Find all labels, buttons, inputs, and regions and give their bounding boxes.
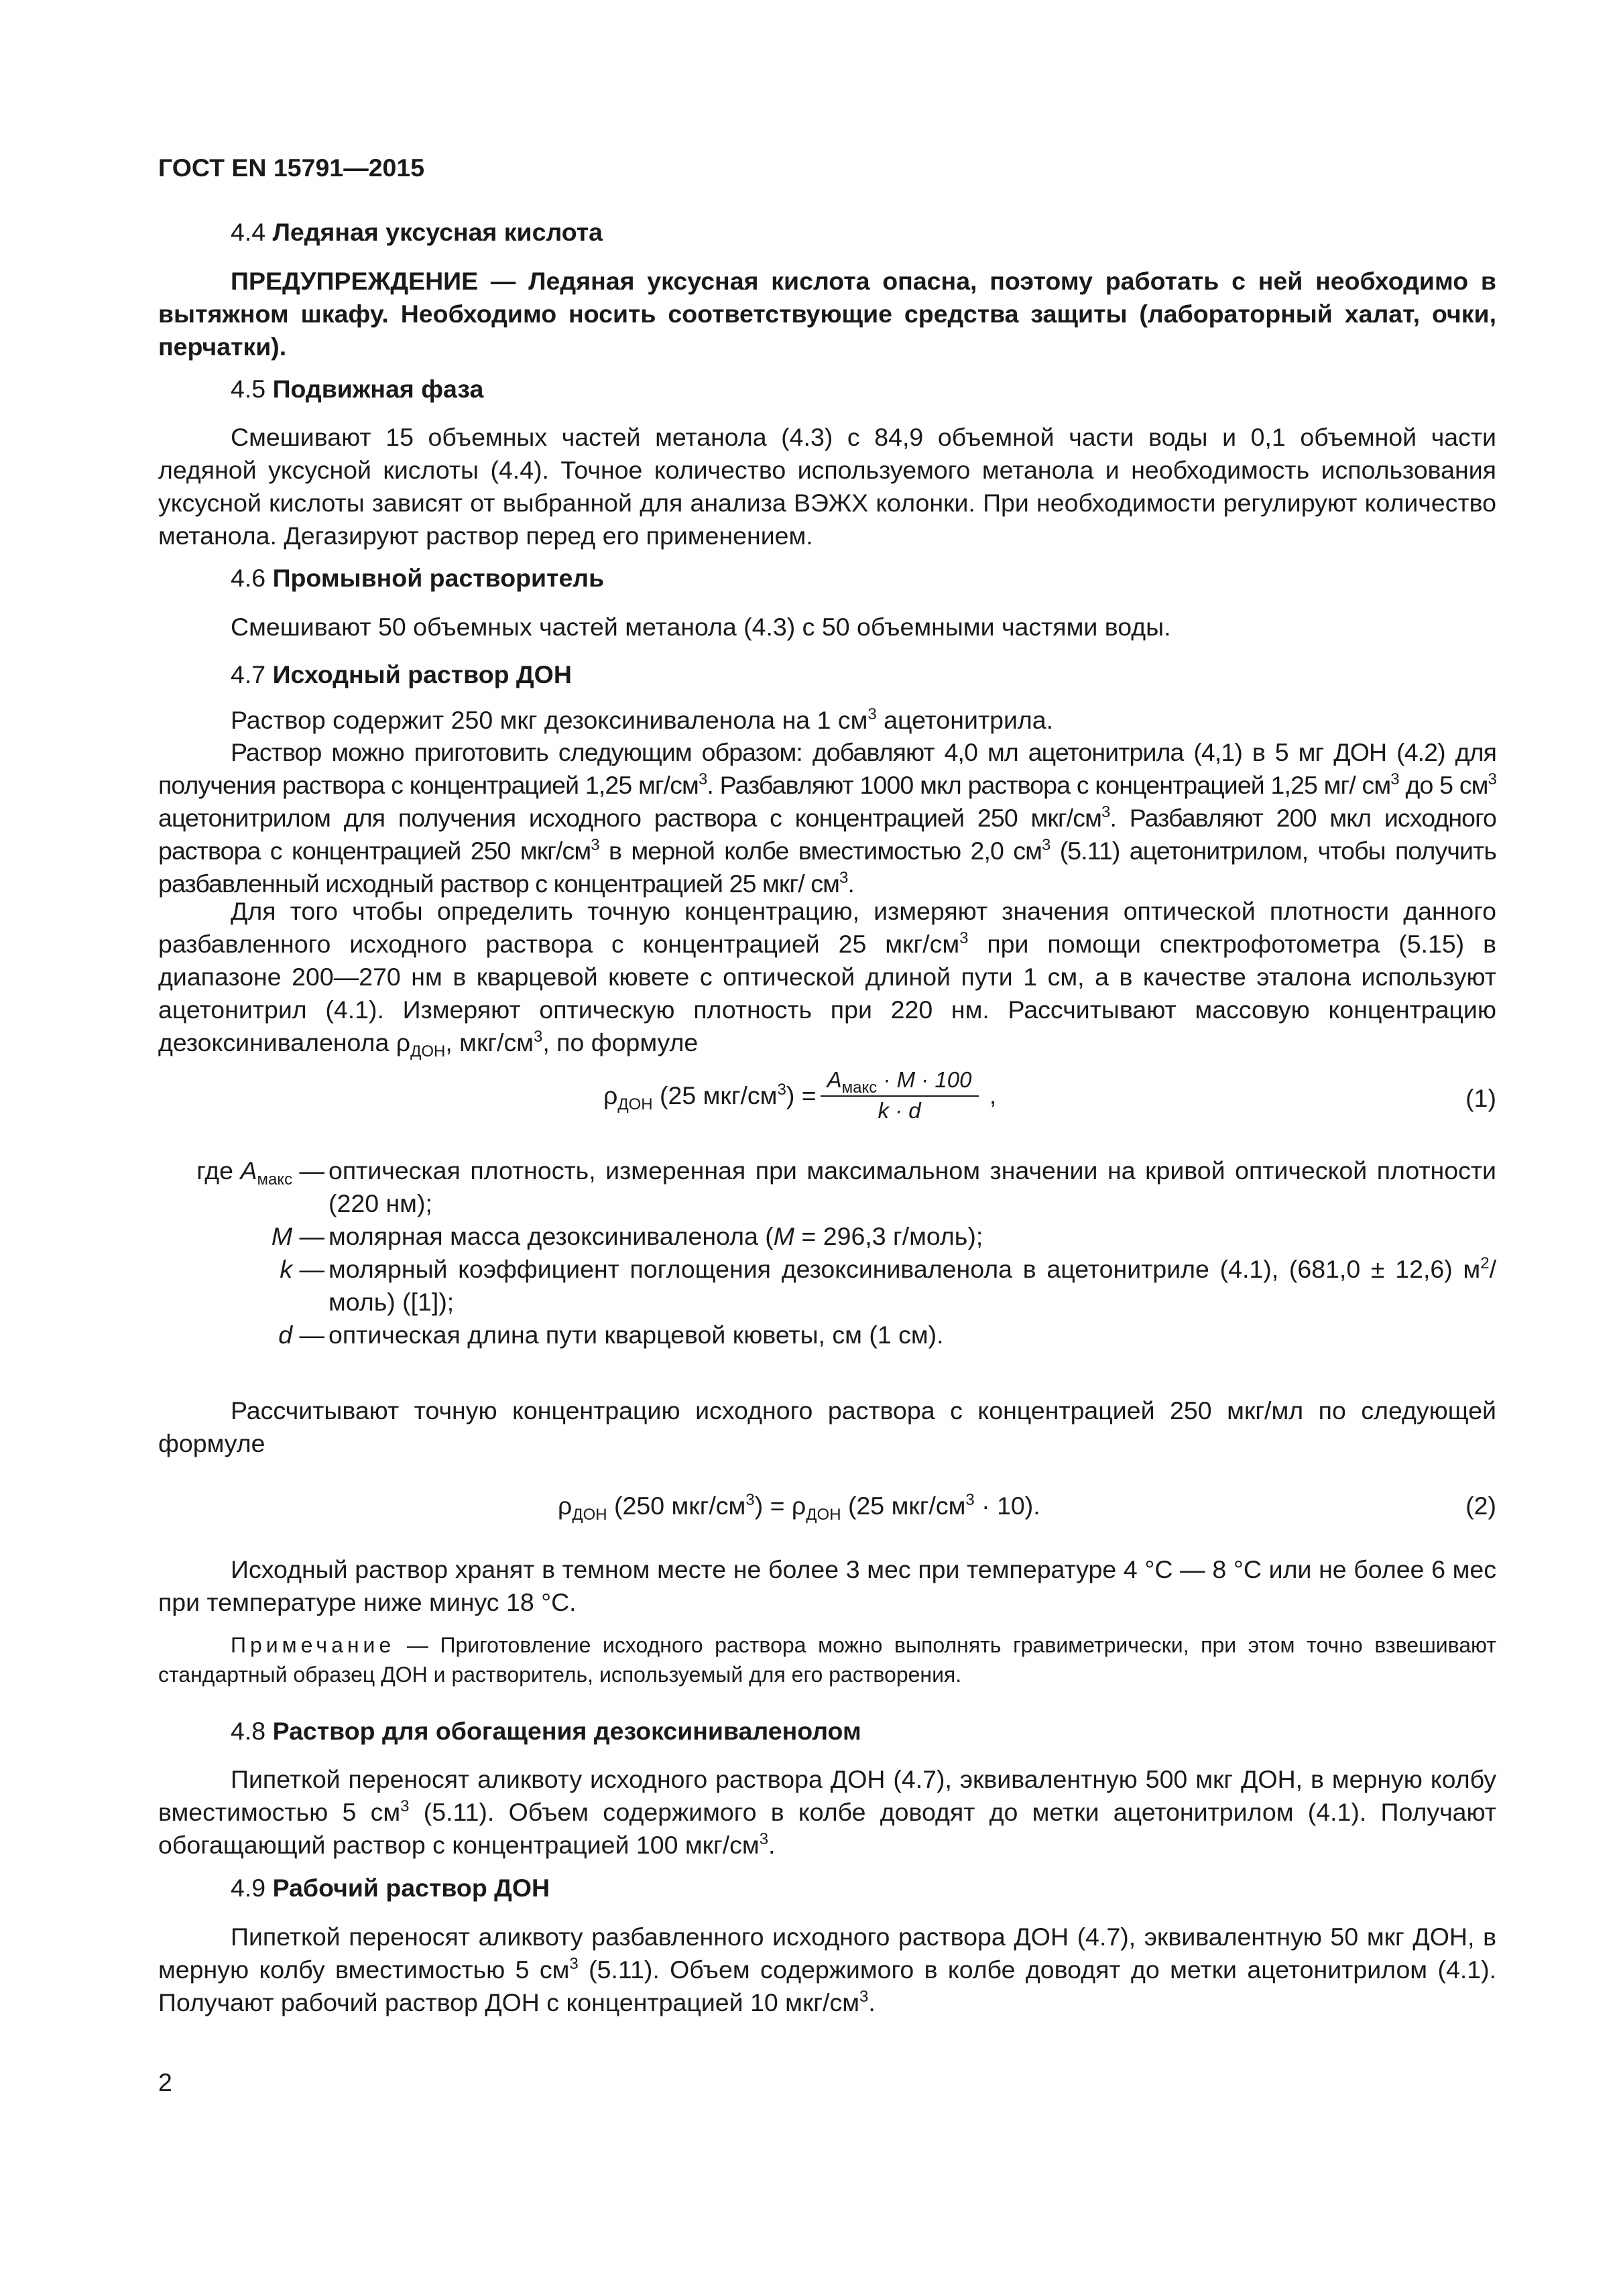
calc-paragraph: Рассчитывают точную концентрацию исходного раствора с концентрацией 250 мкг/мл по следующей формуле (158, 1396, 1496, 1457)
section-number: 4.7 (231, 660, 266, 688)
note-label: Примечание (231, 1633, 396, 1657)
equation-2-body: $\rho_{ДОН}$ (250 мкг/$см^3) = \rho_{ДОН}$ (25 мкг/$см^3 \cdot 10$). (558, 1491, 1040, 1524)
definition-d: d — оптическая длина пути кварцевой кюветы, см (1 см). (278, 1321, 944, 1349)
section-number: 4.4 (231, 218, 266, 246)
definition-k: k — молярный коэффициент поглощения дезоксиниваленола в ацетонитриле (4.1), (681,0 ± 12,6) $м^2/моль$) ([1]); (280, 1254, 1496, 1316)
equation-1-fraction: $\frac{A_{макс} \cdot M \cdot 100}{k \cdot d}$ (821, 1066, 979, 1125)
section-4-6-heading (231, 562, 604, 595)
section-title: Ледяная уксусная кислота (272, 218, 603, 246)
equation-1-body: $\rho_{ДОН}$ (25 мкг/$см^3$) = $\frac{A_{макс} \cdot M \cdot 100}{k \cdot d}$ , (603, 1066, 996, 1125)
mobile-phase-paragraph: Смешивают 15 объемных частей метанола (4.3) с 84,9 объемной части воды и 0,1 объемной части ледяной уксусной кислоты (4.4). Точное количество используемого метанола и необходимость использования уксусной кислоты зависят от выбранной для анализа ВЭЖХ колонки. При необходимости регулируют количество метанола. Дегазируют раствор перед его применением. (158, 423, 1496, 550)
section-4-9-heading (231, 1872, 550, 1905)
wash-solvent-paragraph: Смешивают 50 объемных частей метанола (4.3) с 50 объемными частями воды. (231, 613, 1171, 641)
working-solution-paragraph: Пипеткой переносят аликвоту разбавленного исходного раствора ДОН (4.7), эквивалентную 50 мкг ДОН, в мерную колбу вместимостью 5 $см^3$ (5.11). Объем содержимого в колбе доводят до метки ацетонитрилом (4.1). Получают рабочий раствор ДОН с концентрацией 10 мкг/$см^3$. (158, 1923, 1496, 2016)
section-4-5-heading (231, 373, 483, 406)
section-4-4-heading (231, 216, 603, 249)
definition-a: где $A_{макс}$ — оптическая плотность, измеренная при максимальном значении на кривой оптической плотности (220 нм); (196, 1156, 1496, 1217)
document-header: ГОСТ EN 15791—2015 (158, 154, 425, 182)
section-title: Исходный раствор ДОН (272, 660, 572, 688)
symbol-definitions (158, 1154, 1496, 1351)
stock-solution-paragraph-2: Раствор можно приготовить следующим образом: добавляют 4,0 мл ацетонитрила (4,1) в 5 мг ДОН (4.2) для получения раствора с концентрацией 1,25 $мг/см^3$. Разбавляют 1000 мкл раствора с концентрацией 1,25 мг/ $см^3$ до 5 $см^3$ ацетонитрилом для получения исходного раствора с концентрацией 250 мкг/$см^3$. Разбавляют 200 мкл исходного раствора с концентрацией 250 мкг/$см^3$ в мерной колбе вместимостью 2,0 $см^3$ (5.11) ацетонитрилом, чтобы получить разбавленный исходный раствор с концентрацией 25 мкг/ $см^3$. (158, 738, 1496, 898)
section-number: 4.8 (231, 1717, 266, 1745)
section-4-7-heading (231, 658, 572, 691)
section-title: Раствор для обогащения дезоксиниваленолом (272, 1717, 861, 1745)
section-title: Подвижная фаза (272, 375, 484, 403)
section-title: Промывной растворитель (272, 564, 605, 592)
warning-paragraph: ПРЕДУПРЕЖДЕНИЕ — Ледяная уксусная кислота опасна, поэтому работать с ней необходимо в вытяжном шкафу. Необходимо носить соответствующие средства защиты (лабораторный халат, очки, перчатки). (158, 267, 1496, 361)
note-paragraph: Примечание — Приготовление исходного раствора можно выполнять гравиметрически, при этом точно взвешивают стандартный образец ДОН и растворитель, используемый для его растворения. (158, 1633, 1496, 1687)
page-number: 2 (158, 2068, 172, 2096)
definition-m: M — молярная масса дезоксиниваленола (M = 296,3 г/моль); (271, 1222, 983, 1250)
storage-paragraph: Исходный раствор хранят в темном месте не более 3 мес при температуре 4 °С — 8 °С или не более 6 мес при температуре ниже минус 18 °С. (158, 1555, 1496, 1616)
section-number: 4.9 (231, 1874, 266, 1902)
equation-2 (158, 1490, 1496, 1523)
stock-solution-paragraph-1: Раствор содержит 250 мкг дезоксиниваленола на 1 $см^3$ ацетонитрила. (231, 705, 1054, 734)
section-number: 4.6 (231, 564, 266, 592)
enrichment-solution-paragraph: Пипеткой переносят аликвоту исходного раствора ДОН (4.7), эквивалентную 500 мкг ДОН, в мерную колбу вместимостью 5 $см^3$ (5.11). Объем содержимого в колбе доводят до метки ацетонитрилом (4.1). Получают обогащающий раствор с концентрацией 100 мкг/$см^3$. (158, 1765, 1497, 1859)
section-number: 4.5 (231, 375, 266, 403)
equation-2-number: (2) (1465, 1492, 1496, 1520)
equation-1-number: (1) (1465, 1084, 1496, 1112)
section-4-8-heading (231, 1715, 861, 1748)
stock-solution-paragraph-3: Для того чтобы определить точную концентрацию, измеряют значения оптической плотности данного разбавленного исходного раствора с концентрацией 25 мкг/$см^3$ при помощи спектрофотометра (5.15) в диапазоне 200—270 нм в кварцевой кювете с оптической длиной пути 1 см, а в качестве эталона используют ацетонитрил (4.1). Измеряют оптическую плотность при 220 нм. Рассчитывают массовую концентрацию дезоксиниваленола $\rho_{ДОН}$, мкг/$см^3$, по формуле (158, 897, 1497, 1061)
section-title: Рабочий раствор ДОН (272, 1874, 550, 1902)
equation-1 (158, 1066, 1496, 1130)
